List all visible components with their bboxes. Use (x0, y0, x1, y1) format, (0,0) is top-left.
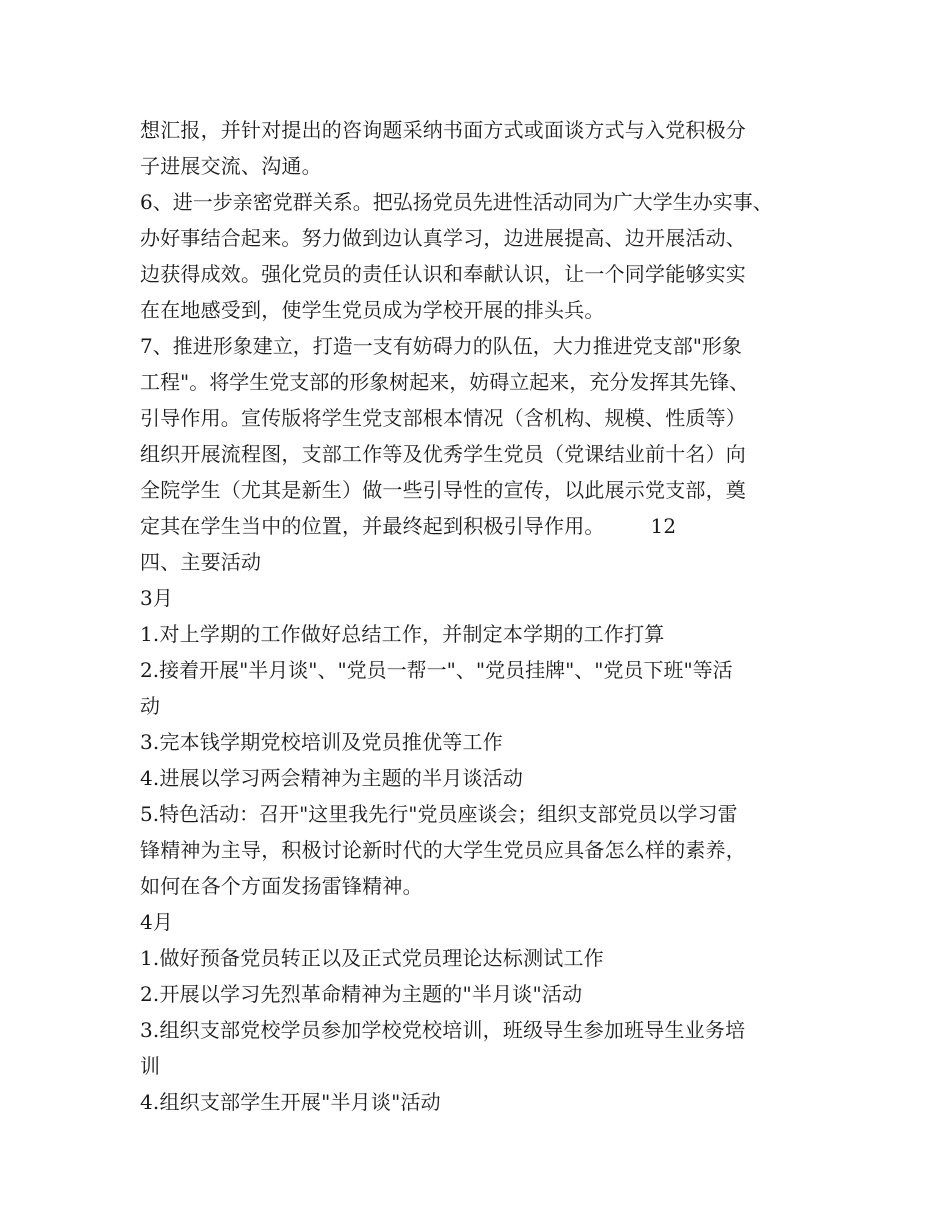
list-item: 5.特色活动：召开"这里我先行"党员座谈会；组织支部党员以学习雷 (140, 802, 738, 826)
text-line: 定其在学生当中的位置，并最终起到积极引导作用。 12 (140, 514, 677, 538)
text-line: 子进展交流、沟通。 (140, 154, 322, 178)
text-line: 办好事结合起来。努力做到边认真学习，边进展提高、边开展活动、 (140, 226, 746, 250)
list-item: 2.开展以学习先烈革命精神为主题的"半月谈"活动 (140, 982, 583, 1006)
list-item: 1.对上学期的工作做好总结工作，并制定本学期的工作打算 (140, 622, 665, 646)
text-line: 引导作用。宣传版将学生党支部根本情况（含机构、规模、性质等） (140, 406, 746, 430)
document-body (140, 112, 830, 1120)
list-item: 2.接着开展"半月谈"、"党员一帮一"、"党员挂牌"、"党员下班"等活 (140, 658, 733, 682)
text-line: 在在地感受到，使学生党员成为学校开展的排头兵。 (140, 298, 605, 322)
list-item-continuation: 锋精神为主导，积极讨论新时代的大学生党员应具备怎么样的素养， (140, 838, 746, 862)
list-item-continuation: 训 (140, 1054, 161, 1078)
month-heading: 3月 (140, 586, 174, 610)
list-item: 3.组织支部党校学员参加学校党校培训，班级导生参加班导生业务培 (140, 1018, 746, 1042)
text-line: 工程"。将学生党支部的形象树起来，妨碍立起来，充分发挥其先锋、 (140, 370, 750, 394)
list-item: 4.进展以学习两会精神为主题的半月谈活动 (140, 766, 524, 790)
list-item-continuation: 动 (140, 694, 161, 718)
list-item: 4.组织支部学生开展"半月谈"活动 (140, 1090, 441, 1114)
text-line: 7、推进形象建立，打造一支有妨碍力的队伍，大力推进党支部"形象 (140, 334, 742, 358)
text-line: 边获得成效。强化党员的责任认识和奉献认识，让一个同学能够实实 (140, 262, 746, 286)
list-item-continuation: 如何在各个方面发扬雷锋精神。 (140, 874, 423, 898)
list-item: 1.做好预备党员转正以及正式党员理论达标测试工作 (140, 946, 604, 970)
section-heading: 四、主要活动 (140, 550, 262, 574)
text-line: 想汇报，并针对提出的咨询题采纳书面方式或面谈方式与入党积极分 (140, 118, 746, 142)
month-heading: 4月 (140, 910, 174, 934)
text-line: 组织开展流程图，支部工作等及优秀学生党员（党课结业前十名）向 (140, 442, 746, 466)
text-line: 6、进一步亲密党群关系。把弘扬党员先进性活动同为广大学生办实事、 (140, 190, 773, 214)
text-line: 全院学生（尤其是新生）做一些引导性的宣传，以此展示党支部，奠 (140, 478, 746, 502)
list-item: 3.完本钱学期党校培训及党员推优等工作 (140, 730, 503, 754)
